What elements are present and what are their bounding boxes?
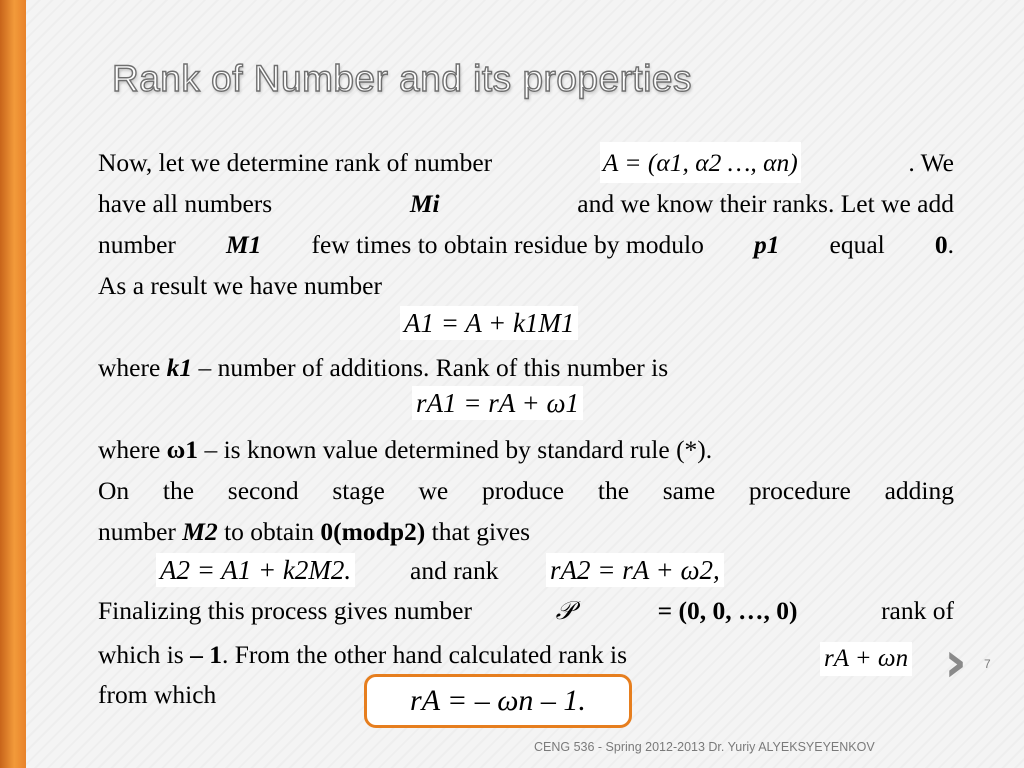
- paragraph-line-12: from which: [98, 680, 217, 709]
- paragraph-line-10: [98, 590, 954, 631]
- equation-ra-omega-n-text: rA + ωn: [824, 645, 909, 672]
- paragraph-line-4: As a result we have number: [98, 271, 382, 300]
- text-second-stage: On the second stage we produce the same procedure adding: [98, 476, 954, 505]
- final-result-box: [364, 674, 632, 728]
- paragraph-line-8: [98, 511, 954, 552]
- left-accent-bar: [0, 0, 26, 768]
- text-to-obtain: to obtain: [224, 517, 315, 546]
- paragraph-line-2: [98, 183, 954, 224]
- paragraph-line-3: [98, 224, 954, 265]
- equation-ra1-text: rA1 = rA + ω1: [416, 388, 580, 418]
- chevron-right-icon[interactable]: ›: [944, 630, 968, 695]
- text-intro: Now, let we determine rank of number: [98, 148, 493, 177]
- symbol-p1: p1: [753, 230, 780, 259]
- equation-ra1: [412, 386, 583, 420]
- equation-a2-text: A2 = A1 + k2M2.: [160, 555, 352, 585]
- symbol-mi: Mi: [409, 189, 440, 218]
- text-few-times: few times to obtain residue by modulo: [311, 230, 704, 259]
- symbol-omega1: ω1: [166, 435, 199, 464]
- page-number: 7: [984, 657, 991, 671]
- formula-number-a: A = (α1, α2 …, αn): [600, 142, 801, 183]
- text-number: number: [98, 230, 176, 259]
- text-other-hand: . From the other hand calculated rank is: [221, 640, 627, 669]
- text-period: .: [947, 230, 954, 259]
- symbol-zero: 0: [934, 230, 948, 259]
- equation-ra2: [546, 553, 724, 587]
- text-known-value: – is known value determined by standard rule (*).: [204, 435, 713, 464]
- text-know-ranks: and we know their ranks. Let we add: [577, 189, 954, 218]
- text-where-2: where: [98, 435, 161, 464]
- text-that-gives: that gives: [431, 517, 531, 546]
- paragraph-line-7: [98, 470, 954, 511]
- final-result-equation: rA = – ωn – 1.: [410, 684, 586, 717]
- text-number-2: number: [98, 517, 176, 546]
- slide-footer: CENG 536 - Spring 2012-2013 Dr. Yuriy ALYEKSYEYENKOV: [534, 740, 875, 754]
- slide-title: Rank of Number and its properties: [112, 58, 692, 99]
- symbol-m1: M1: [225, 230, 262, 259]
- text-rank-of: rank of: [881, 596, 954, 625]
- text-finalizing: Finalizing this process gives number: [98, 596, 472, 625]
- paragraph-line-11: [98, 634, 818, 675]
- text-we: . We: [908, 148, 954, 177]
- symbol-script-p: 𝒫: [555, 596, 574, 625]
- equation-a1: [400, 306, 578, 340]
- paragraph-line-5: [98, 347, 954, 388]
- symbol-mod-p2: 0(modp2): [320, 517, 426, 546]
- text-which-is: which is: [98, 640, 184, 669]
- text-equal: equal: [829, 230, 885, 259]
- text-number-of-additions: – number of additions. Rank of this number is: [198, 353, 669, 382]
- text-and-rank: and rank: [410, 556, 499, 585]
- paragraph-line-1: [98, 142, 954, 183]
- equation-ra2-text: rA2 = rA + ω2,: [550, 555, 720, 585]
- symbol-m2: M2: [182, 517, 218, 546]
- equation-a2: [156, 553, 355, 587]
- text-where: where: [98, 353, 161, 382]
- symbol-k1: k1: [166, 353, 193, 382]
- text-have-all: have all numbers: [98, 189, 273, 218]
- symbol-minus-one: – 1: [190, 640, 222, 669]
- symbol-zero-tuple: = (0, 0, …, 0): [657, 596, 798, 625]
- equation-ra-omega-n: [820, 642, 912, 676]
- equation-a1-text: A1 = A + k1M1: [404, 308, 575, 338]
- paragraph-line-6: [98, 429, 954, 470]
